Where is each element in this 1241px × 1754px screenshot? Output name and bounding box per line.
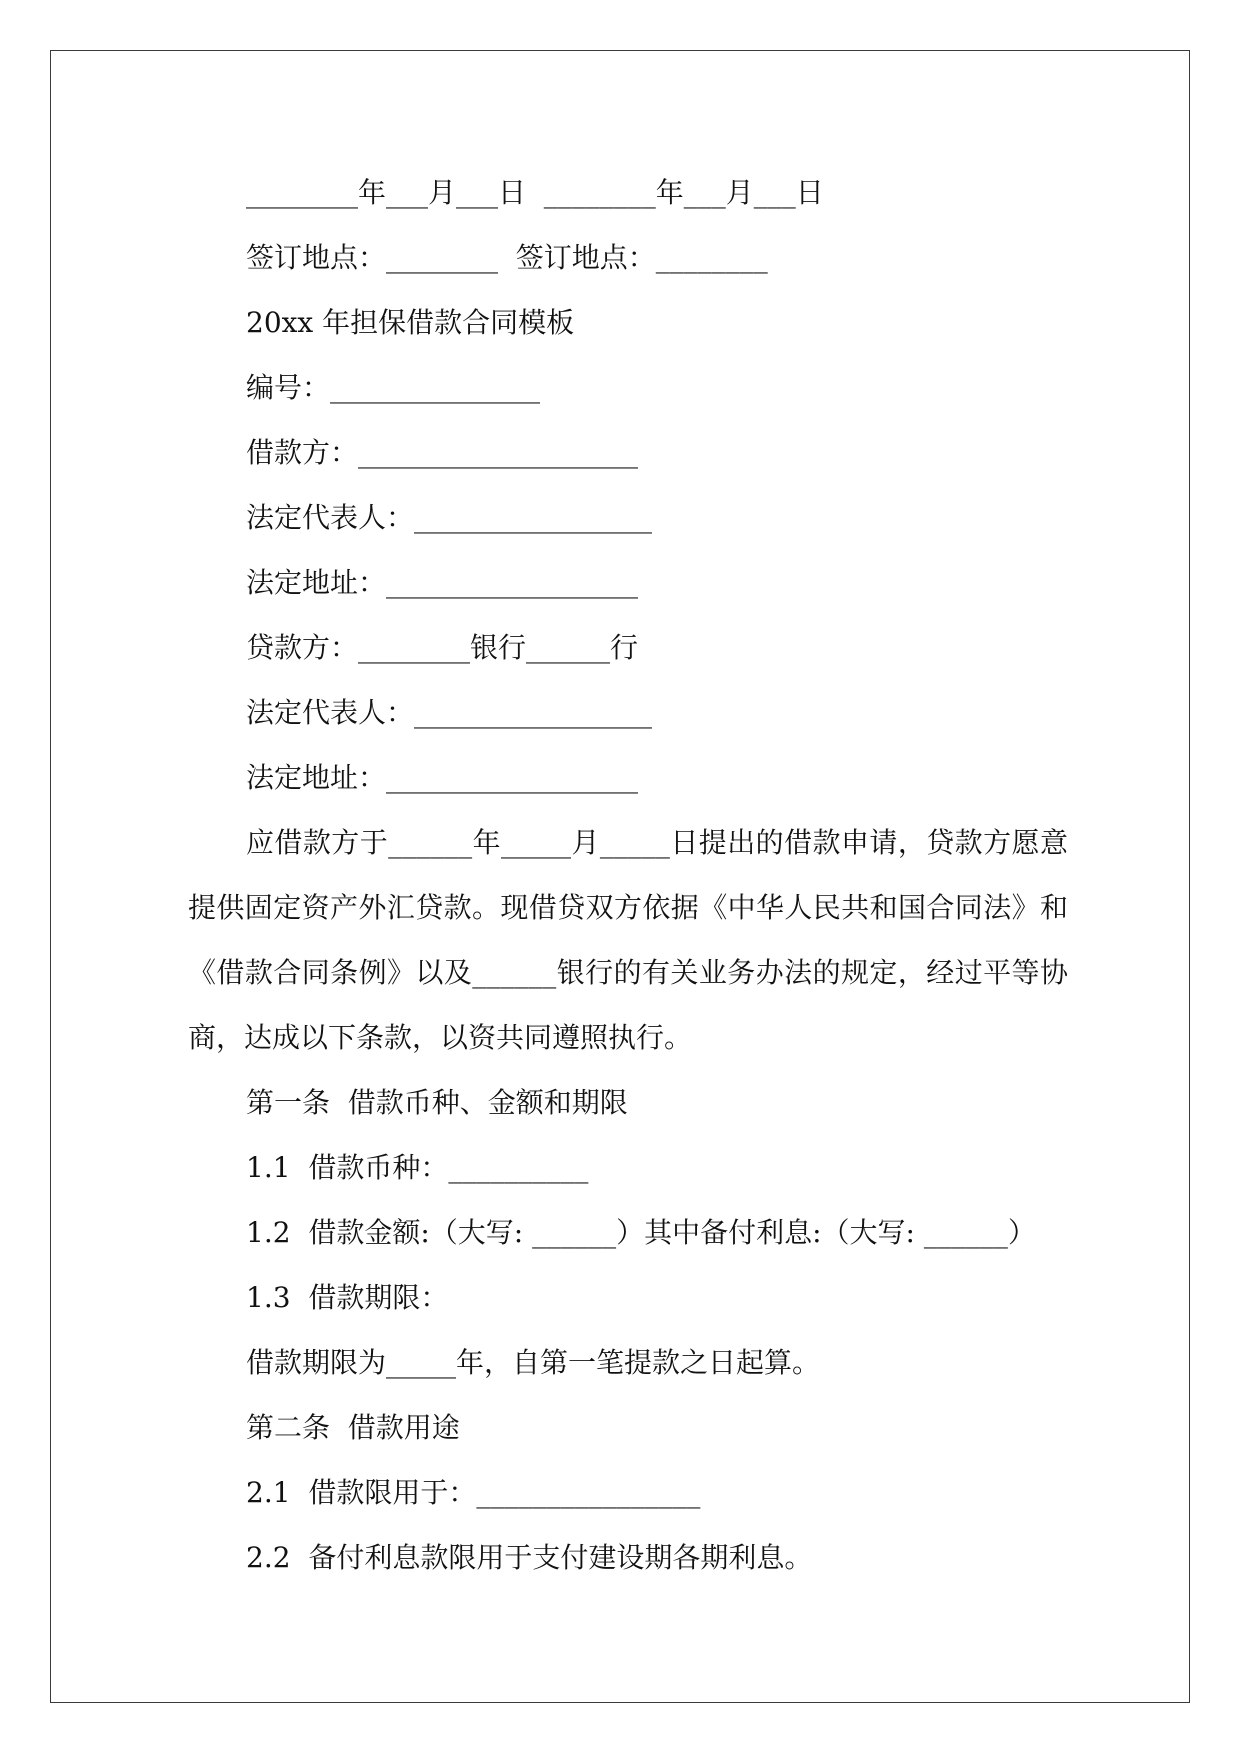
preamble-paragraph: 应借款方于______年_____月_____日提出的借款申请，贷款方愿意提供固定资产外汇贷款。现借贷双方依据《中华人民共和国合同法》和《借款合同条例》以及______银行的有关业务办法的规定，经过平等协商，达成以下条款，以资共同遵照执行。 bbox=[188, 826, 1068, 1054]
borrower-address-line: 法定地址：__________________ bbox=[246, 566, 639, 599]
lender-address-line: 法定地址：__________________ bbox=[246, 761, 639, 794]
borrower-line: 借款方：____________________ bbox=[246, 436, 639, 469]
lender-legal-rep-line: 法定代表人：_________________ bbox=[246, 696, 653, 729]
article-2-heading: 第二条 借款用途 bbox=[246, 1411, 460, 1444]
borrower-legal-rep-line: 法定代表人：_________________ bbox=[246, 501, 653, 534]
article-1-heading: 第一条 借款币种、金额和期限 bbox=[246, 1086, 628, 1119]
signing-date-line: ________年___月___日 ________年___月___日 bbox=[246, 176, 824, 209]
clause-1-3: 1.3 借款期限： bbox=[246, 1281, 449, 1314]
contract-number-line: 编号：_______________ bbox=[246, 371, 541, 404]
loan-term-line: 借款期限为_____年，自第一笔提款之日起算。 bbox=[246, 1346, 821, 1379]
clause-2-1: 2.1 借款限用于：________________ bbox=[246, 1476, 701, 1509]
clause-1-1: 1.1 借款币种：__________ bbox=[246, 1151, 589, 1184]
clause-1-2: 1.2 借款金额:（大写: ______）其中备付利息:（大写: ______） bbox=[246, 1216, 1036, 1249]
document-body bbox=[188, 160, 1068, 1590]
lender-line: 贷款方：________银行______行 bbox=[246, 631, 639, 664]
signing-place-line: 签订地点：________ 签订地点：________ bbox=[246, 241, 768, 274]
document-title: 20xx 年担保借款合同模板 bbox=[246, 306, 575, 339]
clause-2-2: 2.2 备付利息款限用于支付建设期各期利息。 bbox=[246, 1541, 813, 1574]
